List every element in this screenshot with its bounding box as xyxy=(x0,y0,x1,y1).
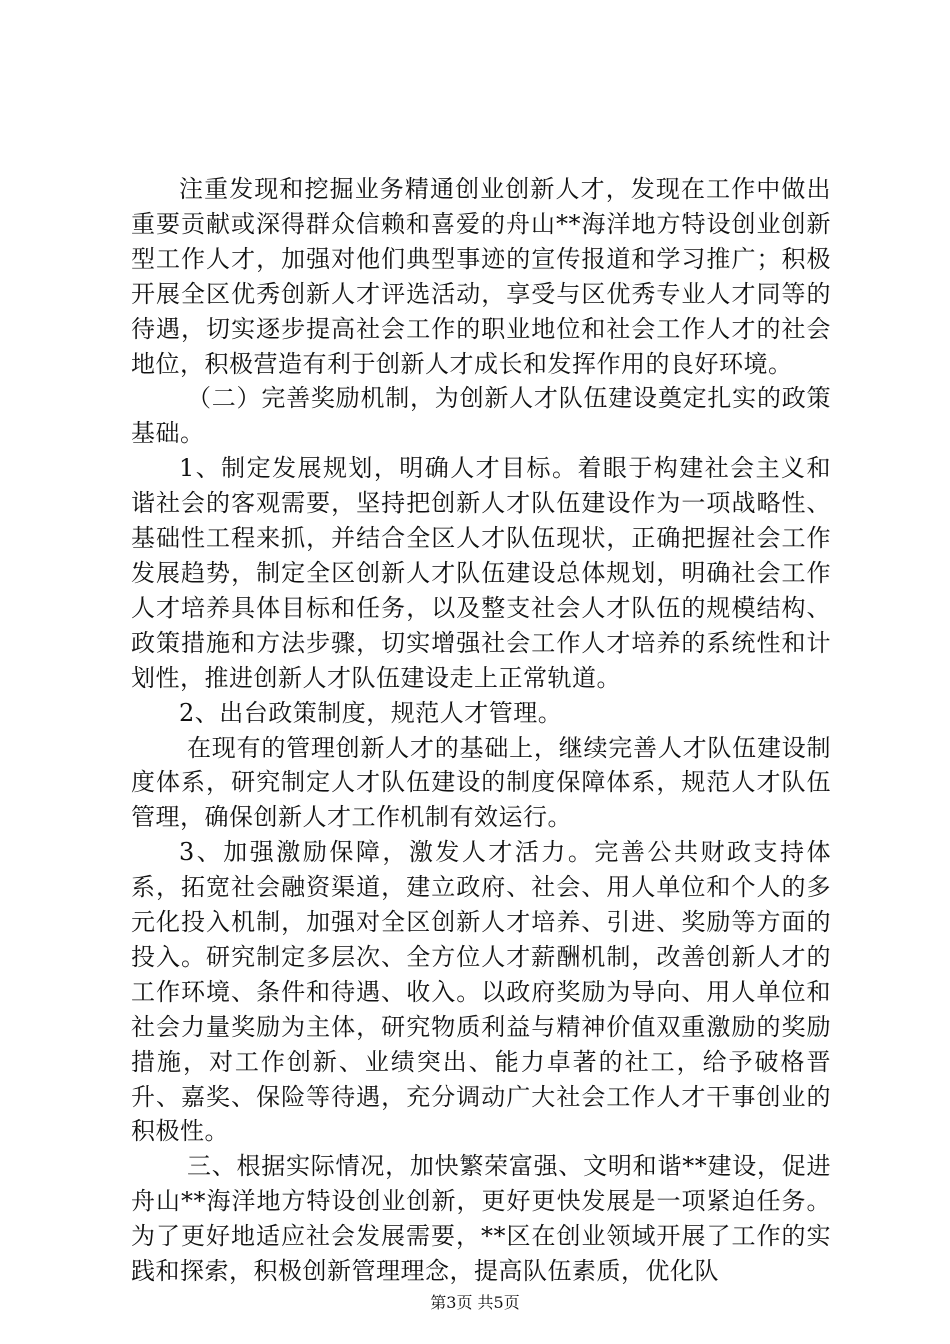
paragraph-development-plan: 1、制定发展规划，明确人才目标。着眼于构建社会主义和谐社会的客观需要，坚持把创新人才队伍建设作为一项战略性、基础性工程来抓，并结合全区人才队伍现状，正确把握社会工作发展趋势，制定全区创新人才队伍建设总体规划，明确社会工作人才培养具体目标和任务，以及整支社会人才队伍的规模结构、政策措施和方法步骤，切实增强社会工作人才培养的系统性和计划性，推进创新人才队伍建设走上正常轨道。 xyxy=(131,454,831,692)
paragraph-incentive-guarantee: 3、加强激励保障，激发人才活力。完善公共财政支持体系，拓宽社会融资渠道，建立政府、社会、用人单位和个人的多元化投入机制，加强对全区创新人才培养、引进、奖励等方面的投入。研究制定多层次、全方位人才薪酬机制，改善创新人才的工作环境、条件和待遇、收入。以政府奖励为导向、用人单位和社会力量奖励为主体，研究物质利益与精神价值双重激励的奖励措施，对工作创新、业绩突出、能力卓著的社工，给予破格晋升、嘉奖、保险等待遇，充分调动广大社会工作人才干事创业的积极性。 xyxy=(131,838,831,1146)
document-body xyxy=(131,172,831,1289)
section-heading-reward-mechanism: （二）完善奖励机制，为创新人才队伍建设奠定扎实的政策基础。 xyxy=(131,384,831,448)
paragraph-actual-situation: 三、根据实际情况，加快繁荣富强、文明和谐**建设，促进舟山**海洋地方特设创业创新，更好更快发展是一项紧迫任务。为了更好地适应社会发展需要，**区在创业领域开展了工作的实践和探索，积极创新管理理念，提高队伍素质，优化队 xyxy=(131,1152,831,1286)
paragraph-policy-heading: 2、出台政策制度，规范人才管理。 xyxy=(179,698,563,727)
paragraph-policy-system: 在现有的管理创新人才的基础上，继续完善人才队伍建设制度体系，研究制定人才队伍建设的制度保障体系，规范人才队伍管理，确保创新人才工作机制有效运行。 xyxy=(131,733,831,832)
page-number-footer: 第3页 共5页 xyxy=(430,1293,520,1312)
paragraph-talent-discovery: 注重发现和挖掘业务精通创业创新人才，发现在工作中做出重要贡献或深得群众信赖和喜爱的舟山**海洋地方特设创业创新型工作人才，加强对他们典型事迹的宣传报道和学习推广；积极开展全区优秀创新人才评选活动，享受与区优秀专业人才同等的待遇，切实逐步提高社会工作的职业地位和社会工作人才的社会地位，积极营造有利于创新人才成长和发挥作用的良好环境。 xyxy=(131,175,831,378)
